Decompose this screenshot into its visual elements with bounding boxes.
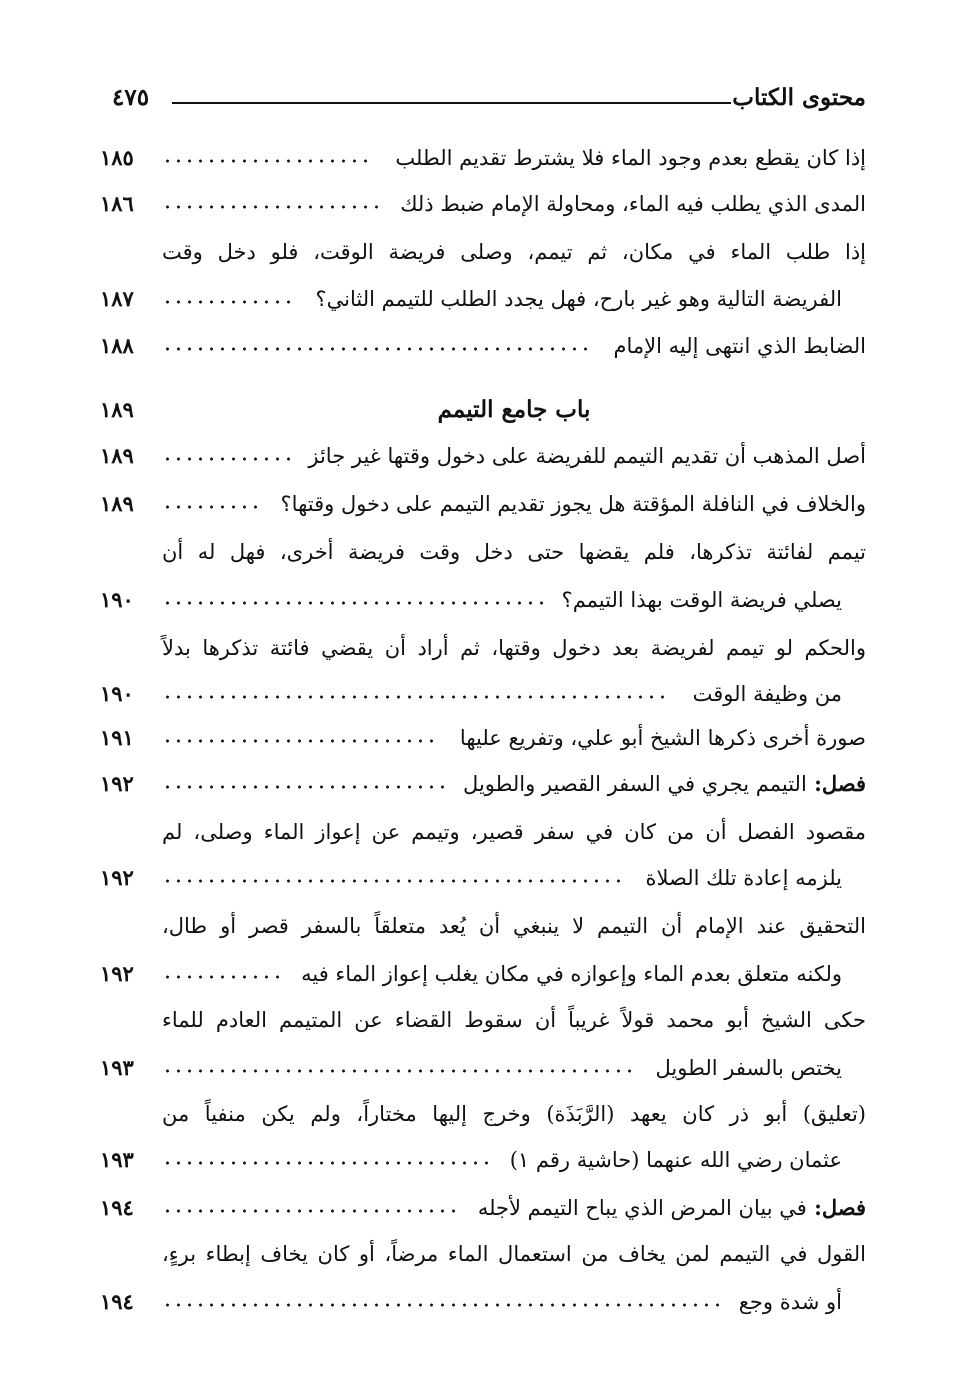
toc-entry-text	[739, 1286, 842, 1318]
toc-entry-title: تيمم لفائتة تذكرها، فلم يقضها حتى دخل وقت فريضة أخرى، فهل له أن	[162, 540, 866, 564]
dot-leader	[162, 295, 294, 309]
header-rule	[172, 102, 731, 104]
toc-entry-text	[315, 283, 842, 315]
toc-page-number: ١٨٩	[100, 397, 134, 422]
toc-entry-title: والخلاف في النافلة المؤقتة هل يجوز تقديم التيمم على دخول وقتها؟	[280, 492, 866, 516]
toc-page-number: ١٨٥	[100, 145, 134, 170]
toc-entry	[100, 330, 866, 374]
toc-entry-text	[510, 1144, 842, 1176]
toc-entry-text	[162, 536, 866, 568]
toc-entry	[100, 236, 866, 280]
toc-entry-text	[281, 488, 866, 520]
dot-leader	[162, 452, 294, 466]
toc-entry	[100, 1052, 866, 1096]
toc-entry-title: (تعليق) أبو ذر كان يعهد (الرَّبَذَة) وخرج إليها مختاراً، ولم يكن منفياً من	[162, 1102, 866, 1126]
toc-entry-text	[395, 142, 866, 174]
toc-page-number: ١٩٢	[100, 771, 134, 796]
toc-entry-title: أو شدة وجع	[738, 1290, 842, 1314]
section-label: فصل:	[806, 1195, 866, 1220]
section-label: فصل:	[806, 771, 866, 796]
dot-leader	[162, 596, 547, 610]
toc-page-number: ١٩٢	[100, 865, 134, 890]
running-header-title: محتوى الكتاب	[732, 84, 866, 111]
toc-page-number: ١٩٤	[100, 1195, 134, 1220]
dot-leader	[162, 200, 382, 214]
toc-entry-title: القول في التيمم لمن يخاف من استعمال الماء مرضاً، أو كان يخاف إبطاء برءٍ،	[162, 1242, 866, 1266]
toc-entry	[100, 536, 866, 580]
toc-entry-text	[162, 1098, 866, 1130]
toc-entry	[100, 722, 866, 766]
toc-entry	[100, 1144, 866, 1188]
toc-entry-text	[562, 584, 842, 616]
toc-entry	[100, 816, 866, 860]
toc-entry-text	[162, 910, 866, 942]
toc-page-number: ١٩٠	[100, 587, 134, 612]
toc-entry-title: مقصود الفصل أن من كان في سفر قصير، وتيمم عن إعواز الماء وصلى، لم	[162, 820, 866, 844]
toc-entry	[100, 188, 866, 232]
toc-entry	[100, 584, 866, 628]
dot-leader	[162, 500, 261, 514]
toc-entry-title: أصل المذهب أن تقديم التيمم للفريضة على دخول وقتها غير جائز	[308, 444, 866, 468]
toc-entry-title: التحقيق عند الإمام أن التيمم لا ينبغي أن يُعد متعلقاً بالسفر قصر أو طال،	[162, 914, 866, 938]
toc-entry-title: عثمان رضي الله عنهما (حاشية رقم ١)	[509, 1148, 842, 1172]
page-number: ٤٧٥	[112, 84, 150, 111]
dot-leader	[162, 1298, 723, 1312]
chapter-title: باب جامع التيمم	[437, 396, 591, 423]
dot-leader	[162, 734, 437, 748]
toc-page-number: ١٩٣	[100, 1055, 134, 1080]
toc-entry-title: يختص بالسفر الطويل	[655, 1056, 842, 1080]
toc-entry-title: الضابط الذي انتهى إليه الإمام	[613, 334, 866, 358]
toc-entry-text	[162, 1004, 866, 1036]
toc-entry-title: يصلي فريضة الوقت بهذا التيمم؟	[561, 588, 842, 612]
toc-entry	[100, 910, 866, 954]
dot-leader	[162, 970, 283, 984]
toc-entry	[100, 1238, 866, 1282]
dot-leader	[162, 1204, 459, 1218]
toc-entry-text	[162, 236, 866, 268]
toc-entry-title: الفريضة التالية وهو غير بارح، فهل يجدد الطلب للتيمم الثاني؟	[315, 287, 842, 311]
dot-leader	[162, 342, 591, 356]
toc-entry-text	[645, 862, 842, 894]
toc-entry-text	[460, 722, 866, 754]
toc-page-number: ١٨٨	[100, 333, 134, 358]
toc-entry	[100, 768, 866, 812]
toc-entry-title: التيمم يجري في السفر القصير والطويل	[463, 772, 807, 796]
toc-entry-text	[301, 958, 842, 990]
toc-entry	[100, 440, 866, 484]
toc-page-number: ١٩٢	[100, 961, 134, 986]
dot-leader	[162, 1064, 635, 1078]
toc-page-number: ١٩٤	[100, 1289, 134, 1314]
toc-entry-text	[162, 816, 866, 848]
toc-entry	[100, 1192, 866, 1236]
chapter-heading-row	[100, 394, 866, 438]
toc-entry-text	[613, 330, 866, 362]
toc-entry	[100, 632, 866, 676]
toc-page-number: ١٨٩	[100, 491, 134, 516]
toc-entry	[100, 862, 866, 906]
toc-entry-title: إذا طلب الماء في مكان، ثم تيمم، وصلى فريضة الوقت، فلو دخل وقت	[162, 240, 866, 264]
toc-page-number: ١٩١	[100, 725, 134, 750]
toc-entry	[100, 1004, 866, 1048]
toc-entry-text	[308, 440, 866, 472]
toc-entry	[100, 958, 866, 1002]
toc-entry	[100, 488, 866, 532]
toc-page-number: ١٩٠	[100, 681, 134, 706]
toc-page-number: ١٩٣	[100, 1147, 134, 1172]
toc-entry	[100, 283, 866, 327]
toc-entry-title: والحكم لو تيمم لفريضة بعد دخول وقتها، ثم أراد أن يقضي فائتة تذكرها بدلاً	[162, 636, 866, 660]
toc-entry-title: من وظيفة الوقت	[692, 682, 842, 706]
dot-leader	[162, 690, 668, 704]
toc-entry-text	[693, 678, 842, 710]
dot-leader	[162, 780, 448, 794]
toc-entry-title: صورة أخرى ذكرها الشيخ أبو علي، وتفريع عليها	[459, 726, 866, 750]
toc-entry-title: في بيان المرض الذي يباح التيمم لأجله	[477, 1196, 807, 1220]
toc-entry-text	[656, 1052, 842, 1084]
toc-entry-text	[162, 632, 866, 664]
dot-leader	[162, 154, 371, 168]
toc-page-number: ١٨٧	[100, 286, 134, 311]
toc-entry	[100, 678, 866, 722]
toc-entry	[100, 142, 866, 186]
toc-entry-text	[162, 1238, 866, 1270]
toc-entry-title: ولكنه متعلق بعدم الماء وإعوازه في مكان يغلب إعواز الماء فيه	[301, 962, 842, 986]
dot-leader	[162, 874, 624, 888]
running-header	[112, 84, 866, 124]
dot-leader	[162, 1156, 492, 1170]
toc-entry-title: المدى الذي يطلب فيه الماء، ومحاولة الإمام ضبط ذلك	[400, 192, 866, 216]
toc-entry-text	[478, 1192, 866, 1224]
toc-entry	[100, 1286, 866, 1330]
toc-page-number: ١٨٩	[100, 443, 134, 468]
toc-entry-title: حكى الشيخ أبو محمد قولاً غريباً أن سقوط القضاء عن المتيمم العادم للماء	[162, 1008, 866, 1032]
toc-entry-text	[400, 188, 866, 220]
toc-entry-title: يلزمه إعادة تلك الصلاة	[645, 866, 842, 890]
toc-entry-text	[463, 768, 866, 800]
toc-page-number: ١٨٦	[100, 191, 134, 216]
toc-entry	[100, 1098, 866, 1142]
toc-entry-title: إذا كان يقطع بعدم وجود الماء فلا يشترط تقديم الطلب	[395, 146, 866, 170]
